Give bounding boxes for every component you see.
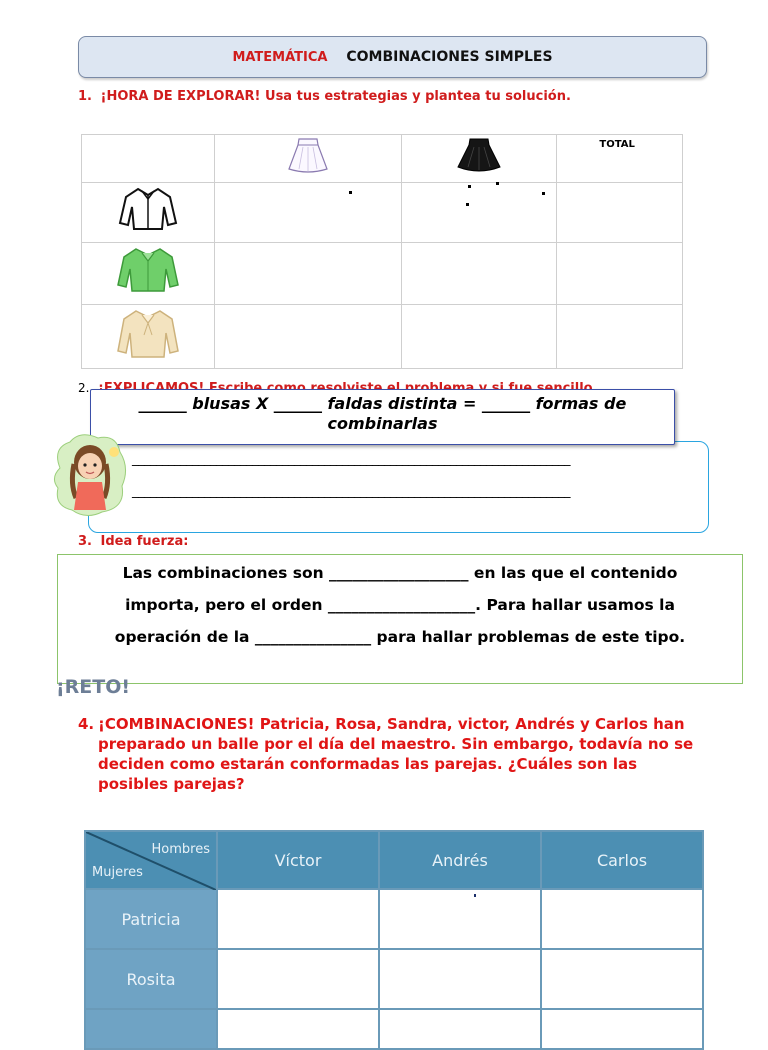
girl-thinking-icon [50,428,130,518]
dot-mark [349,191,352,194]
question-text: ¡HORA DE EXPLORAR! Usa tus estrategias y plantea tu solución. [100,89,571,104]
combination-table [81,134,683,369]
topic-label: COMBINACIONES SIMPLES [346,49,553,65]
question-4 [78,714,708,794]
formula-line-2: combinarlas [327,414,438,433]
dot-mark [542,192,545,195]
title-banner [78,36,707,78]
blouse-green-cell [82,243,215,305]
formula-line-1: ______ blusas X ______ faldas distinta = ______ formas de [138,394,627,413]
fill-in-formula-box [90,389,675,445]
cell-rosita-andres[interactable] [379,949,541,1009]
question-number: 2. [78,381,90,395]
cell-rosita-carlos[interactable] [541,949,703,1009]
row-header-patricia: Patricia [85,889,217,949]
cell-row3-andres[interactable] [379,1009,541,1049]
cell-3-2 [402,305,557,369]
blouse-beige-cell [82,305,215,369]
idea-line-1: Las combinaciones son __________________ en las que el contenido [122,564,678,582]
reto-heading: ¡RETO! [56,676,131,698]
question-1 [78,89,571,104]
skirt-black-icon [452,135,506,175]
question-number: 3. [78,534,92,549]
corner-header-cell [85,831,217,889]
blouse-black-cell [82,183,215,243]
subject-label: MATEMÁTICA [232,50,328,65]
col-header-andres: Andrés [379,831,541,889]
question-number: 4. [78,715,95,733]
cell-row3-carlos[interactable] [541,1009,703,1049]
cell-1-2 [402,183,557,243]
row-header-3 [85,1009,217,1049]
idea-fuerza-box [57,554,743,684]
corner-bottom-label: Mujeres [92,865,143,880]
blouse-black-icon [116,183,180,233]
cell-row3-victor[interactable] [217,1009,379,1049]
row-header-rosita: Rosita [85,949,217,1009]
cell-2-1 [215,243,402,305]
diagonal-divider [86,832,216,890]
pairs-table [84,830,704,1050]
question-3 [78,534,188,549]
dot-mark [474,894,476,897]
total-header: TOTAL [599,139,635,150]
cell-2-total [557,243,683,305]
cell-rosita-victor[interactable] [217,949,379,1009]
blouse-green-icon [114,243,182,295]
cell-patricia-victor[interactable] [217,889,379,949]
corner-cell [82,135,215,183]
col-header-carlos: Carlos [541,831,703,889]
question-text: Idea fuerza: [100,534,189,549]
answer-line-1[interactable]: _________________________________________________________________________ [132,452,570,467]
answer-line-2[interactable]: _________________________________________________________________________ [132,484,570,499]
blouse-beige-icon [114,305,182,361]
dot-mark [466,203,469,206]
question-text: ¡COMBINACIONES! Patricia, Rosa, Sandra, victor, Andrés y Carlos han preparado un balle por el día del maestro. Sin embargo, todavía no se deciden como estarán conformadas las parejas. ¿Cuáles son las posibles parejas? [98,715,694,793]
cell-patricia-carlos[interactable] [541,889,703,949]
skirt-black-cell [402,135,557,183]
cell-1-total [557,183,683,243]
cell-3-1 [215,305,402,369]
idea-line-3: operación de la _______________ para hallar problemas de este tipo. [114,628,686,646]
cell-3-total [557,305,683,369]
dot-mark [496,182,499,185]
corner-top-label: Hombres [151,842,210,857]
col-header-victor: Víctor [217,831,379,889]
cell-1-1 [215,183,402,243]
dot-mark [468,185,471,188]
idea-line-2: importa, pero el orden ___________________. Para hallar usamos la [125,596,675,614]
question-number: 1. [78,89,92,104]
skirt-white-icon [283,135,333,175]
cell-2-2 [402,243,557,305]
total-header-cell [557,135,683,183]
skirt-white-cell [215,135,402,183]
cell-patricia-andres[interactable] [379,889,541,949]
